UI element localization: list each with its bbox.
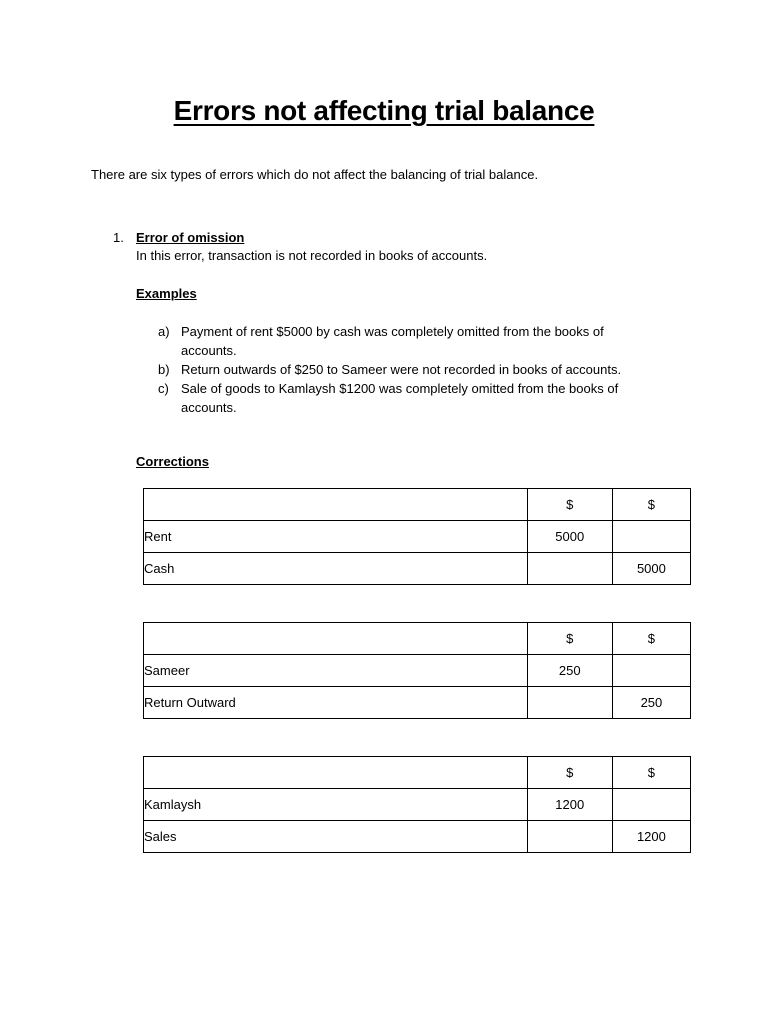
empty-cell [527, 687, 612, 719]
credit-row [144, 821, 691, 853]
example-marker: b) [158, 362, 170, 377]
credit-row [144, 687, 691, 719]
example-text: Return outwards of $250 to Sameer were not recorded in books of accounts. [181, 362, 622, 377]
credit-currency-cell: $ [612, 489, 690, 521]
journal-entry-table [143, 622, 691, 719]
example-item [158, 360, 658, 379]
empty-cell [527, 821, 612, 853]
debit-account-cell: Kamlaysh [144, 789, 528, 821]
intro-paragraph: There are six types of errors which do not affect the balancing of trial balance. [91, 167, 539, 182]
debit-amount-cell: 5000 [527, 521, 612, 553]
credit-row [144, 553, 691, 585]
table-header-row [144, 489, 691, 521]
debit-account-cell: Sameer [144, 655, 528, 687]
debit-amount-cell: 250 [527, 655, 612, 687]
debit-currency-cell: $ [527, 623, 612, 655]
journal-entry-table [143, 488, 691, 585]
empty-cell [612, 789, 690, 821]
empty-cell [527, 553, 612, 585]
examples-list [158, 322, 658, 417]
debit-row [144, 521, 691, 553]
examples-heading: Examples [136, 286, 197, 301]
credit-amount-cell: 250 [612, 687, 690, 719]
empty-cell [612, 521, 690, 553]
debit-currency-cell: $ [527, 757, 612, 789]
credit-account-cell: Cash [144, 553, 528, 585]
example-marker: a) [158, 324, 170, 339]
section-description: In this error, transaction is not recorded in books of accounts. [136, 248, 488, 263]
example-text: Sale of goods to Kamlaysh $1200 was completely omitted from the books of accounts. [181, 381, 619, 415]
empty-cell [612, 655, 690, 687]
example-text: Payment of rent $5000 by cash was completely omitted from the books of accounts. [181, 324, 604, 358]
account-header-cell [144, 489, 528, 521]
page-title: Errors not affecting trial balance [173, 95, 595, 126]
table-header-row [144, 757, 691, 789]
corrections-heading: Corrections [136, 454, 209, 469]
debit-row [144, 789, 691, 821]
credit-amount-cell: 1200 [612, 821, 690, 853]
debit-account-cell: Rent [144, 521, 528, 553]
account-header-cell [144, 623, 528, 655]
credit-account-cell: Return Outward [144, 687, 528, 719]
example-item [158, 379, 658, 417]
example-item [158, 322, 658, 360]
journal-entry-table [143, 756, 691, 853]
table-header-row [144, 623, 691, 655]
account-header-cell [144, 757, 528, 789]
credit-amount-cell: 5000 [612, 553, 690, 585]
section-number: 1. [113, 230, 124, 245]
credit-currency-cell: $ [612, 623, 690, 655]
credit-currency-cell: $ [612, 757, 690, 789]
debit-currency-cell: $ [527, 489, 612, 521]
debit-row [144, 655, 691, 687]
credit-account-cell: Sales [144, 821, 528, 853]
section-heading: Error of omission [136, 230, 245, 245]
debit-amount-cell: 1200 [527, 789, 612, 821]
example-marker: c) [158, 381, 169, 396]
